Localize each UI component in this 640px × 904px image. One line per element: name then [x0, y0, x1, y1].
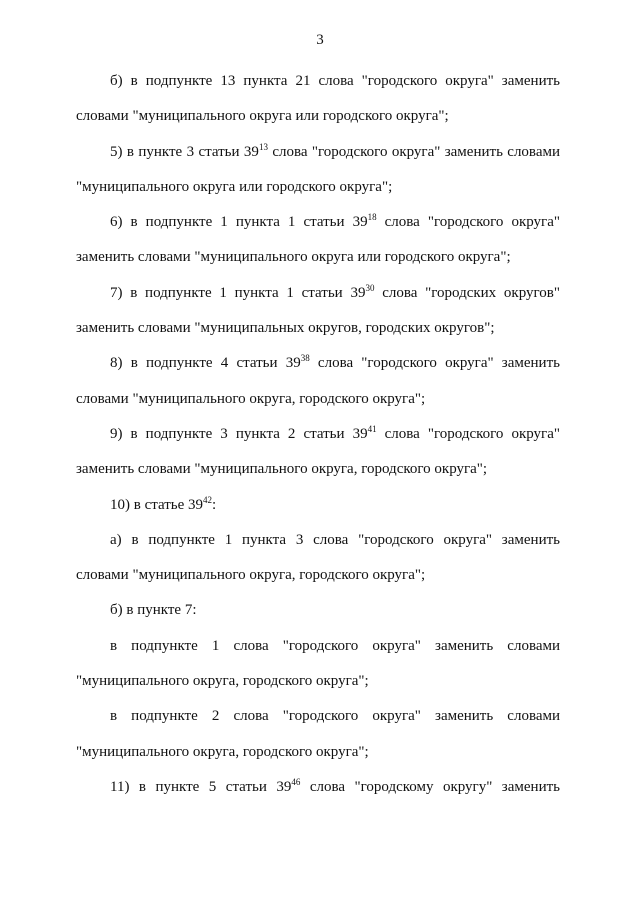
superscript: 13: [258, 141, 268, 152]
text-line: [76, 564, 560, 599]
superscript: 42: [203, 494, 213, 505]
text-span: а) в подпункте 1 пункта 3 слова "городского округа" заменить: [110, 531, 560, 548]
text-span: слова "городскому округу" заменить: [300, 778, 560, 795]
text-span: 10) в статье 39: [110, 496, 204, 513]
text-line: [76, 635, 560, 670]
superscript: 46: [291, 776, 301, 787]
page-number: 3: [316, 32, 324, 48]
text-span: слова "городского округа": [376, 425, 560, 442]
text-span: заменить словами "муниципальных округов, городских округов";: [76, 320, 495, 337]
text-span: 7) в подпункте 1 пункта 1 статьи 39: [110, 284, 366, 301]
text-span: :: [212, 496, 217, 513]
text-span: в подпункте 1 слова "городского округа" заменить словами: [110, 637, 560, 654]
text-line: [76, 388, 560, 423]
superscript: 18: [367, 212, 377, 223]
text-line: [76, 423, 560, 458]
text-line: [76, 670, 560, 705]
text-line: [76, 599, 560, 634]
text-line: [76, 529, 560, 564]
text-span: "муниципального округа или городского округа";: [76, 178, 393, 195]
text-span: заменить словами "муниципального округа, городского округа";: [76, 461, 488, 478]
text-line: [76, 211, 560, 246]
text-span: слова "городского округа" заменить: [309, 355, 560, 372]
text-span: 5) в пункте 3 статьи 39: [110, 143, 259, 160]
text-line: [76, 141, 560, 176]
text-line: [76, 246, 560, 281]
text-span: 8) в подпункте 4 статьи 39: [110, 355, 301, 372]
text-line: [76, 776, 560, 811]
text-line: [76, 458, 560, 493]
text-span: словами "муниципального округа или городского округа";: [76, 108, 449, 125]
text-line: [76, 105, 560, 140]
text-span: заменить словами "муниципального округа или городского округа";: [76, 249, 511, 266]
text-span: 6) в подпункте 1 пункта 1 статьи 39: [110, 214, 368, 231]
text-line: [76, 317, 560, 352]
text-line: [76, 70, 560, 105]
text-span: слова "городского округа" заменить словами: [267, 143, 560, 160]
text-span: б) в подпункте 13 пункта 21 слова "городского округа" заменить: [110, 73, 560, 89]
superscript: 41: [367, 423, 377, 434]
text-span: словами "муниципального округа, городского округа";: [76, 390, 426, 407]
text-line: [76, 741, 560, 776]
text-span: "муниципального округа, городского округа";: [76, 673, 369, 690]
text-span: слова "городских округов": [374, 284, 560, 301]
superscript: 30: [365, 282, 375, 293]
text-span: 9) в подпункте 3 пункта 2 статьи 39: [110, 425, 368, 442]
text-span: "муниципального округа, городского округа";: [76, 743, 369, 760]
text-span: словами "муниципального округа, городского округа";: [76, 567, 426, 584]
text-span: б) в пункте 7:: [110, 602, 197, 619]
text-line: [76, 494, 560, 529]
text-line: [76, 176, 560, 211]
text-span: 11) в пункте 5 статьи 39: [110, 778, 292, 795]
text-span: слова "городского округа": [376, 214, 560, 231]
text-line: [76, 352, 560, 387]
text-line: [76, 282, 560, 317]
text-line: [76, 705, 560, 740]
superscript: 38: [300, 353, 310, 364]
text-span: в подпункте 2 слова "городского округа" заменить словами: [110, 708, 560, 725]
document-body: [76, 70, 560, 811]
